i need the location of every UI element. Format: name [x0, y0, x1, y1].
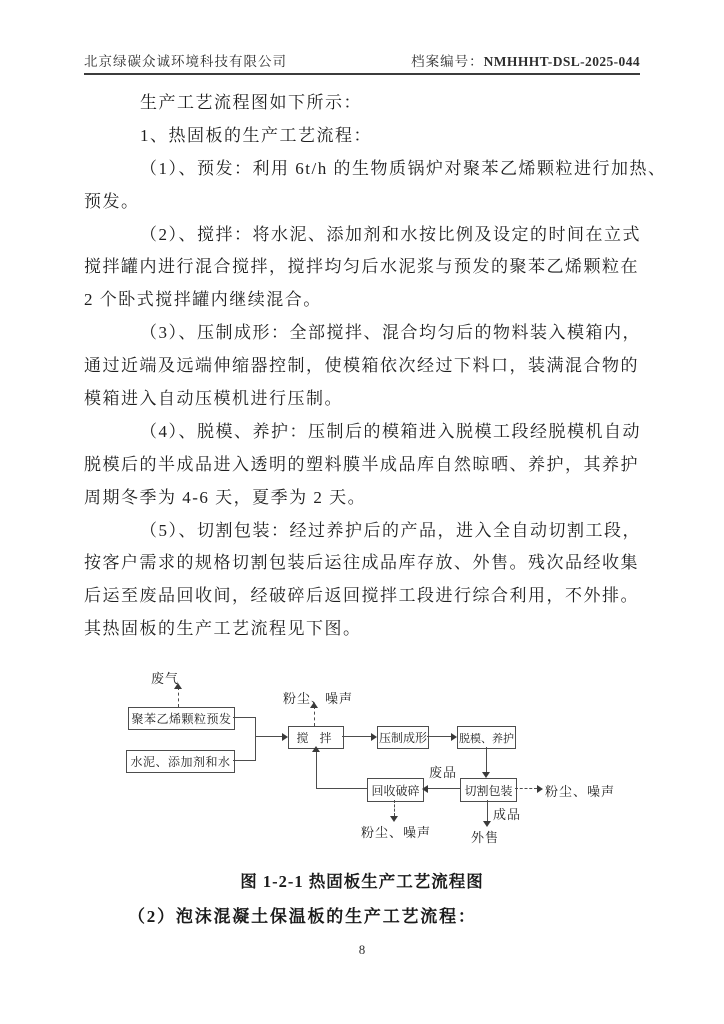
body-line: 通过近端及远端伸缩器控制，使模箱依次经过下料口，装满混合物的	[84, 356, 639, 376]
emission-line-dust-bottom	[394, 800, 395, 816]
flow-box-cutting: 切割包装	[460, 778, 517, 802]
body-line: 搅拌罐内进行混合搅拌，搅拌均匀后水泥浆与预发的聚苯乙烯颗粒在	[84, 257, 639, 277]
body-line: 脱模后的半成品进入透明的塑料膜半成品库自然晾晒、养护，其养护	[84, 454, 639, 474]
arrowhead-into-cutting	[482, 772, 490, 778]
figure-caption: 图 1-2-1 热固板生产工艺流程图	[240, 872, 484, 891]
body-line: （1）、预发：利用 6t/h 的生物质锅炉对聚苯乙烯颗粒进行加热、	[140, 158, 667, 178]
flow-box-recycling: 回收破碎	[367, 778, 424, 802]
flow-line	[233, 760, 255, 761]
archive-number	[411, 50, 640, 70]
flow-line	[486, 747, 487, 772]
body-line: 2 个卧式搅拌罐内继续混合。	[84, 290, 322, 310]
flow-box-pre-expansion: 聚苯乙烯颗粒预发	[128, 707, 235, 730]
flow-line	[255, 736, 282, 737]
arrowhead-into-pressing	[371, 733, 377, 741]
flow-line	[427, 736, 451, 737]
flow-line	[233, 717, 255, 718]
body-line: （5）、切割包装：经过养护后的产品，进入全自动切割工段，	[140, 520, 641, 540]
emission-line-dust-right	[515, 788, 537, 789]
company-name: 北京绿碳众诚环境科技有限公司	[84, 54, 287, 69]
section-heading: （2）泡沫混凝土保温板的生产工艺流程：	[128, 907, 477, 926]
body-line: （3）、压制成形：全部搅拌、混合均匀后的物料装入模箱内，	[140, 323, 641, 343]
body-line: 模箱进入自动压模机进行压制。	[84, 389, 343, 409]
emission-line-waste-gas	[178, 687, 179, 707]
flow-line	[428, 788, 460, 789]
flow-box-demolding: 脱模、养护	[457, 726, 516, 749]
external-sale-label: 外售	[471, 830, 500, 845]
arrowhead-dust-top	[310, 702, 318, 708]
flow-line	[487, 800, 488, 821]
flow-line	[342, 736, 371, 737]
body-paragraphs	[84, 87, 667, 646]
arrowhead-return-to-mixing	[312, 746, 320, 752]
flow-line	[316, 752, 317, 789]
dust-noise-right-label: 粉尘、噪声	[545, 784, 616, 799]
page-header	[84, 50, 640, 70]
arrowhead-waste-gas	[174, 683, 182, 689]
archive-number-label: 档案编号：	[411, 54, 484, 69]
arrowhead-into-recycling	[422, 785, 428, 793]
arrowhead-dust-right	[537, 785, 543, 793]
body-line: 生产工艺流程图如下所示：	[140, 93, 362, 112]
flow-box-materials: 水泥、添加剂和水	[126, 750, 235, 773]
body-line: 1、热固板的生产工艺流程：	[140, 125, 372, 145]
body-line: 预发。	[84, 191, 140, 211]
flow-box-mixing: 搅 拌	[288, 726, 344, 749]
arrowhead-into-demolding	[451, 733, 457, 741]
waste-product-label: 废品	[429, 765, 458, 780]
archive-number-value: NMHHHT-DSL-2025-044	[483, 54, 640, 69]
dust-noise-bottom-label: 粉尘、噪声	[361, 825, 432, 840]
flow-line	[316, 788, 367, 789]
page-number: 8	[358, 942, 366, 957]
arrowhead-to-sale	[483, 821, 491, 827]
flow-box-pressing: 压制成形	[377, 726, 429, 749]
finished-product-label: 成品	[493, 807, 522, 822]
body-line: （2）、搅拌：将水泥、添加剂和水按比例及设定的时间在立式	[140, 224, 641, 244]
flow-line	[255, 717, 256, 761]
dust-noise-top-label: 粉尘、噪声	[283, 691, 354, 706]
arrowhead-dust-bottom	[390, 816, 398, 822]
arrowhead-into-mixing	[282, 733, 288, 741]
header-rule	[84, 73, 640, 75]
body-line: 其热固板的生产工艺流程见下图。	[84, 619, 362, 639]
body-line: 按客户需求的规格切割包装后运往成品库存放、外售。残次品经收集	[84, 553, 639, 573]
waste-gas-label: 废气	[151, 671, 180, 686]
body-line: 周期冬季为 4-6 天，夏季为 2 天。	[84, 487, 367, 507]
body-line: 后运至废品回收间，经破碎后返回搅拌工段进行综合利用，不外排。	[84, 586, 639, 606]
emission-line-dust-top	[314, 706, 315, 726]
body-line: （4）、脱模、养护：压制后的模箱进入脱模工段经脱模机自动	[140, 421, 641, 441]
